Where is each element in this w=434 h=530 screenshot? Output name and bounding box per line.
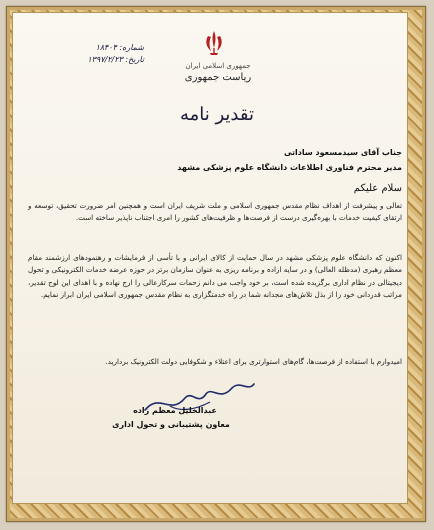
body-paragraph-2: اکنون که دانشگاه علوم پزشکی مشهد در سال حمایت از کالای ایرانی و با تأسی از فرمایشات و رهنمودهای ارزشمند مقام معظم رهبری (مدظله العالی) و در سایه اراده و برنامه ریزی به عنوان سازمان برتر در حوزه عرضه خدمات الکترونیکی و تحول دیجیتالی در نظام اداری برگزیده شده است، بر خود واجب می دانم زحمات سرکارعالی را ارج نهاده و با اهدای این لوح تقدیر، مراتب قدردانی خود را از بذل تلاش‌های مجدانه شما در راه خدمتگزاری به نظام مقدس جمهوری اسلامی ایران ابراز نمایم. (28, 253, 402, 299)
org-line-1: جمهوری اسلامی ایران (185, 62, 251, 70)
recipient-name: جناب آقای سیدمسعود ساداتی (283, 148, 402, 157)
signatory-name: عبدالخلیل معظم زاده (133, 406, 217, 415)
handwritten-signature (140, 372, 260, 424)
letter-number: شماره: ۱۸۴۰۴ (95, 43, 144, 52)
certificate-title: تقدیر نامه (179, 104, 254, 125)
iran-emblem-icon (199, 28, 229, 58)
greeting: سلام علیکم (353, 183, 402, 194)
body-paragraph-3: امیدوارم با استفاده از فرصت‌ها، گام‌های استوارتری برای اعتلاء و شکوفایی دولت الکترونیک بردارید. (105, 357, 402, 366)
signatory-title: معاون پشتیبانی و تحول اداری (112, 420, 230, 429)
letter-meta (24, 42, 144, 66)
recipient-position: مدیر محترم فناوری اطلاعات دانشگاه علوم پزشکی مشهد (177, 163, 402, 172)
org-line-2: ریاست جمهوری (184, 72, 252, 83)
body-paragraph-1: تعالی و پیشرفت از اهداف نظام مقدس جمهوری اسلامی و ملت شریف ایران است و همچنین امر ضرورت تحقیق، توسعه و ارتقای کیفیت خدمات با بهره‌گیری درست از فرصت‌ها و ظرفیت‌های کشور را امری اجتناب ناپذیر ساخته است. (28, 201, 402, 223)
letter-date: تاریخ: ۱۳۹۷/۲/۲۳ (87, 55, 144, 64)
